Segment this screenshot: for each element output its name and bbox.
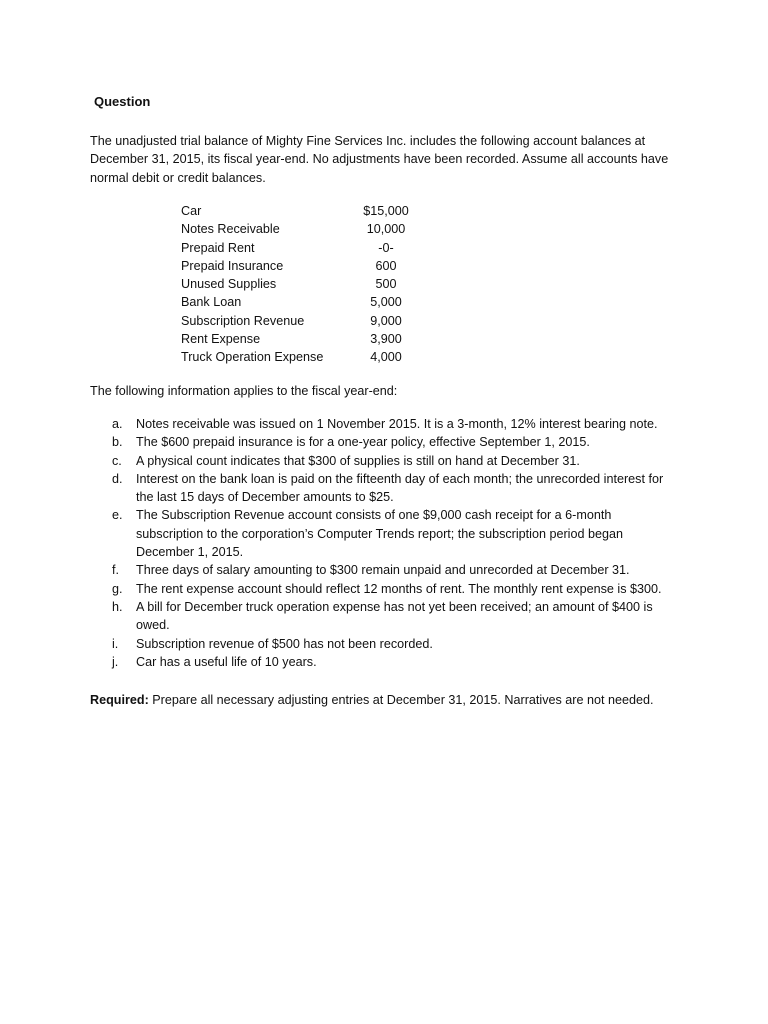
- item-marker: c.: [112, 453, 122, 468]
- balance-row: [181, 239, 421, 257]
- list-item: [90, 635, 690, 653]
- required-statement: [90, 691, 654, 709]
- item-text: The Subscription Revenue account consists of one $9,000 cash receipt for a 6-month subscription to the corporation’s Computer Trends report; the subscription period began December 1, 2015.: [136, 508, 623, 560]
- item-text: A physical count indicates that $300 of supplies is still on hand at December 31.: [136, 453, 580, 468]
- item-text: Car has a useful life of 10 years.: [136, 654, 317, 669]
- item-marker: h.: [112, 599, 123, 614]
- account-name: Notes Receivable: [181, 222, 280, 237]
- balance-row: [181, 312, 421, 330]
- item-marker: b.: [112, 435, 123, 450]
- account-amount: 4,000: [370, 350, 402, 365]
- item-marker: d.: [112, 471, 123, 486]
- account-amount: 500: [375, 277, 397, 292]
- balance-row: [181, 275, 421, 293]
- balance-row: [181, 330, 421, 348]
- required-label: Required:: [90, 693, 149, 707]
- item-text: The $600 prepaid insurance is for a one-year policy, effective September 1, 2015.: [136, 435, 590, 450]
- balance-row: [181, 257, 421, 275]
- account-amount: 5,000: [370, 295, 402, 310]
- balance-row: [181, 220, 421, 238]
- list-item: [90, 653, 690, 671]
- account-name: Bank Loan: [181, 295, 242, 310]
- item-text: Notes receivable was issued on 1 November 2015. It is a 3-month, 12% interest bearing note.: [136, 417, 658, 431]
- list-item: [90, 580, 690, 598]
- account-name: Prepaid Insurance: [181, 258, 284, 273]
- item-text: A bill for December truck operation expense has not yet been received; an amount of $400 is owed.: [136, 599, 653, 633]
- balance-row: [181, 293, 421, 311]
- list-item: [90, 598, 690, 635]
- adjustment-info-list: [90, 415, 690, 671]
- item-text: Interest on the bank loan is paid on the fifteenth day of each month; the unrecorded interest for the last 15 days of December amounts to $25.: [136, 471, 664, 505]
- account-name: Prepaid Rent: [181, 240, 255, 255]
- list-item: [90, 433, 690, 451]
- item-marker: f.: [112, 563, 119, 578]
- item-marker: i.: [112, 636, 119, 651]
- account-name: Subscription Revenue: [181, 313, 305, 328]
- balance-row: [181, 348, 421, 366]
- account-amount: $15,000: [363, 204, 409, 218]
- account-amount: 3,900: [370, 332, 402, 347]
- item-marker: e.: [112, 508, 123, 523]
- list-item: [90, 415, 690, 433]
- intro-text: The unadjusted trial balance of Mighty Fine Services Inc. includes the following account balances at December 31, 2015, its fiscal year-end. No adjustments have been recorded. Assume all accounts have normal debit or credit balances.: [90, 134, 669, 185]
- intro-paragraph: [90, 132, 690, 187]
- account-name: Truck Operation Expense: [181, 350, 324, 365]
- list-item: [90, 470, 690, 507]
- item-text: Three days of salary amounting to $300 remain unpaid and unrecorded at December 31.: [136, 563, 630, 578]
- item-text: Subscription revenue of $500 has not been recorded.: [136, 636, 433, 651]
- item-marker: j.: [112, 654, 119, 669]
- info-intro-text: The following information applies to the fiscal year-end:: [90, 384, 398, 398]
- item-marker: a.: [112, 417, 123, 431]
- account-amount: 9,000: [370, 313, 402, 328]
- item-text: The rent expense account should reflect 12 months of rent. The monthly rent expense is $300.: [136, 581, 662, 596]
- item-marker: g.: [112, 581, 123, 596]
- account-amount: 10,000: [366, 222, 406, 237]
- account-name: Rent Expense: [181, 332, 261, 347]
- list-item: [90, 561, 690, 579]
- account-amount: 600: [375, 258, 397, 273]
- balance-row: [181, 202, 421, 220]
- account-amount: -0-: [378, 240, 394, 255]
- list-item: [90, 452, 690, 470]
- required-text: Prepare all necessary adjusting entries at December 31, 2015. Narratives are not needed.: [148, 693, 654, 707]
- question-heading: Question: [94, 94, 151, 109]
- list-item: [90, 506, 690, 561]
- account-name: Car: [181, 204, 202, 218]
- account-name: Unused Supplies: [181, 277, 277, 292]
- account-balances-table: [181, 202, 421, 367]
